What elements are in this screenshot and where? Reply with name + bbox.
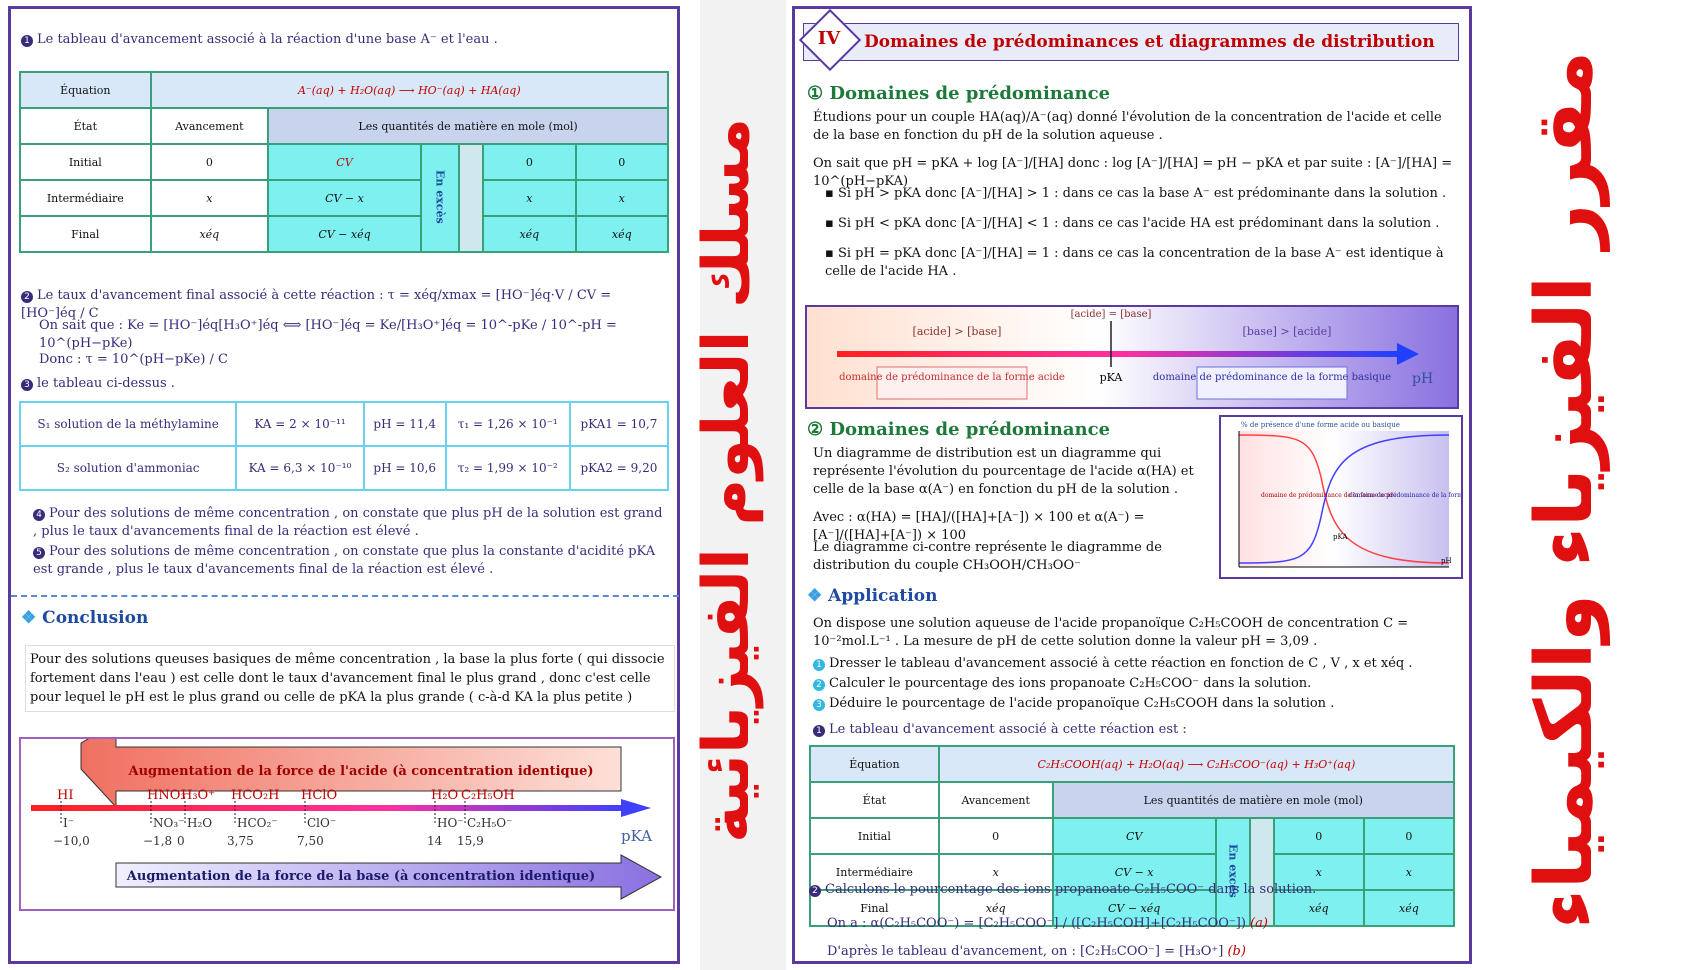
row-final-a: CV − xéq bbox=[268, 216, 421, 252]
row-inter-c: x bbox=[576, 180, 668, 216]
row-inter-av: x bbox=[151, 180, 269, 216]
distribution-svg bbox=[1221, 417, 1461, 577]
excess2-cell bbox=[1216, 818, 1250, 926]
s2-tau: τ₂ = 1,99 × 10⁻² bbox=[446, 446, 570, 490]
para-5: Le diagramme ci-contre représente le diagramme de distribution du couple CH₃OOH/CH₃OO⁻ bbox=[813, 540, 1162, 573]
pka-value: 7,50 bbox=[297, 834, 324, 848]
t2-inter-c: x bbox=[1364, 854, 1454, 890]
equation-cell: A⁻(aq) + H₂O(aq) ⟶ HO⁻(aq) + HA(aq) bbox=[151, 72, 668, 108]
base-label: NO₃⁻ bbox=[153, 816, 185, 830]
question-4: 4 Pour des solutions de même concentration , on constate que plus pH de la solution est grand , plus le taux d'avancements final de la réaction est élevé . bbox=[33, 506, 663, 539]
number-2-icon: 2 bbox=[21, 291, 33, 303]
number-2-icon: 2 bbox=[813, 679, 825, 691]
spacer-cell bbox=[459, 144, 483, 252]
base-greater-label: [base] > [acide] bbox=[1242, 325, 1332, 338]
number-3-icon: 3 bbox=[21, 379, 33, 391]
row-inter-b: x bbox=[483, 180, 575, 216]
advancement-table-1 bbox=[19, 71, 669, 253]
t2-final-c: xéq bbox=[1364, 890, 1454, 926]
acid-label: HNO₃ bbox=[147, 788, 186, 803]
question-3: 3 le tableau ci-dessus . bbox=[21, 375, 661, 393]
answer-2-relation: D'après le tableau d'avancement, on : [C₂H₅COO⁻] = [H₃O⁺] (b) bbox=[827, 944, 1246, 959]
row-initial-c: 0 bbox=[576, 144, 668, 180]
question-2-ke: On sait que : Ke = [HO⁻]éq[H₃O⁺]éq ⟺ [HO⁻]éq = Ke/[H₃O⁺]éq = 10^-pKe / 10^-pH = 10^(pH−pKe) bbox=[39, 318, 617, 351]
s1-tau: τ₁ = 1,26 × 10⁻¹ bbox=[446, 402, 570, 446]
acid-label: HCO₂H bbox=[231, 788, 280, 803]
quant2-header: Les quantités de matière en mole (mol) bbox=[1053, 782, 1454, 818]
row-inter-a: CV − x bbox=[268, 180, 421, 216]
spacer2-cell bbox=[1250, 818, 1274, 926]
acid-label: HI bbox=[57, 788, 74, 803]
row-inter-etat: Intermédiaire bbox=[20, 180, 151, 216]
s2-cell: S₂ solution d'ammoniac bbox=[20, 446, 236, 490]
pka-scale-svg bbox=[21, 739, 673, 909]
bullet-1: ▪ Si pH > pKA donc [A⁻]/[HA] > 1 : dans ce cas la base A⁻ est prédominante dans la solution . bbox=[825, 186, 1447, 201]
s1-pka: pKA1 = 10,7 bbox=[570, 402, 668, 446]
t2-final-b: xéq bbox=[1274, 890, 1364, 926]
row-initial-b: 0 bbox=[483, 144, 575, 180]
number-1-icon: 1 bbox=[813, 725, 825, 737]
section-number: IV bbox=[817, 28, 841, 49]
distribution-chart bbox=[1219, 415, 1463, 579]
bullet-2: ▪ Si pH < pKA donc [A⁻]/[HA] < 1 : dans ce cas l'acide HA est prédominant dans la solution . bbox=[825, 216, 1440, 231]
t2-initial-etat: Initial bbox=[810, 818, 939, 854]
base-label: H₂O bbox=[187, 816, 213, 830]
question-2: 2 Le taux d'avancement final associé à cette réaction : τ = xéq/xmax = [HO⁻]éq·V / CV = [HO⁻]éq / C bbox=[21, 288, 612, 321]
section-header bbox=[803, 23, 1459, 61]
section-title: Domaines de prédominances et diagrammes de distribution bbox=[864, 32, 1435, 52]
t2-inter-etat: Intermédiaire bbox=[810, 854, 939, 890]
pka-axis-arrow-icon bbox=[621, 799, 651, 817]
left-vertical-title: مسلك العلوم الفيزيائية bbox=[690, 117, 764, 843]
chart-title: % de présence d'une forme acide ou basique bbox=[1241, 421, 1400, 429]
acid-domain-label: domaine de prédominance de la forme acide bbox=[839, 372, 1065, 383]
pka-axis-label: pKA bbox=[621, 827, 653, 845]
row-initial-a: CV bbox=[268, 144, 421, 180]
para-2: On sait que pH = pKA + log [A⁻]/[HA] donc : log [A⁻]/[HA] = pH − pKA et par suite : [A⁻]/[HA] = 10^(pH−pKA) bbox=[813, 156, 1453, 189]
base-label: C₂H₅O⁻ bbox=[467, 816, 513, 830]
quantites-header: Les quantités de matière en mole (mol) bbox=[268, 108, 668, 144]
divider bbox=[11, 595, 679, 597]
acid-label: HClO bbox=[301, 788, 338, 803]
row-final-c: xéq bbox=[576, 216, 668, 252]
etat-header: État bbox=[20, 108, 151, 144]
chart-base-label: domaine de prédominance de la form bbox=[1349, 492, 1461, 499]
question-1: 1 Le tableau d'avancement associé à la réaction d'une base A⁻ et l'eau . bbox=[21, 31, 661, 49]
left-page bbox=[8, 6, 680, 964]
equation-label: Équation bbox=[20, 72, 151, 108]
ph-label: pH bbox=[1412, 371, 1434, 387]
para-4: Avec : α(HA) = [HA]/([HA]+[A⁻]) × 100 et α(A⁻) = [A⁻]/([HA]+[A⁻]) × 100 bbox=[813, 510, 1145, 543]
app-question-3: 3 Déduire le pourcentage de l'acide propanoïque C₂H₅COOH dans la solution . bbox=[813, 695, 1453, 713]
eq2-cell: C₂H₅COOH(aq) + H₂O(aq) ⟶ C₂H₅COO⁻(aq) + H₃O⁺(aq) bbox=[939, 746, 1454, 782]
acid-greater-label: [acide] > [base] bbox=[912, 325, 1002, 338]
s1-ka: KA = 2 × 10⁻¹¹ bbox=[236, 402, 363, 446]
etat2-header: État bbox=[810, 782, 939, 818]
acid-label: H₃O⁺ bbox=[181, 788, 216, 803]
ph-axis bbox=[837, 351, 1397, 357]
ka-table bbox=[19, 401, 669, 491]
diamond-icon: ❖ bbox=[21, 608, 37, 628]
heading-2: ② Domaines de prédominance bbox=[807, 419, 1111, 440]
row-final-etat: Final bbox=[20, 216, 151, 252]
pka-value: −1,8 bbox=[143, 834, 173, 848]
bullet-3: ▪ Si pH = pKA donc [A⁻]/[HA] = 1 : dans ce cas la concentration de la base A⁻ est identique à celle de l'acide HA . bbox=[825, 246, 1444, 279]
conclusion-heading: ❖ Conclusion bbox=[21, 608, 149, 628]
excess-label: En excès bbox=[433, 169, 447, 224]
base-label: ClO⁻ bbox=[307, 816, 337, 830]
t2-initial-a: CV bbox=[1053, 818, 1216, 854]
base-domain-label: domaine de prédominance de la forme basique bbox=[1152, 372, 1392, 383]
t2-final-av: xéq bbox=[939, 890, 1053, 926]
t2-initial-c: 0 bbox=[1364, 818, 1454, 854]
av2-header: Avancement bbox=[939, 782, 1053, 818]
base-label: I⁻ bbox=[63, 816, 75, 830]
application-text: On dispose une solution aqueuse de l'acide propanoïque C₂H₅COOH de concentration C = 10⁻²mol.L⁻¹ . La mesure de pH de cette solution donne la valeur pH = 3,09 . bbox=[813, 616, 1409, 649]
app-question-1: 1 Dresser le tableau d'avancement associé à cette réaction en fonction de C , V , x et xéq . bbox=[813, 655, 1453, 673]
base-strength-label: Augmentation de la force de la base (à concentration identique) bbox=[126, 869, 596, 884]
right-page bbox=[792, 6, 1472, 964]
s2-ka: KA = 6,3 × 10⁻¹⁰ bbox=[236, 446, 363, 490]
right-vertical-title: مقرر الفيزياء والكيمياء bbox=[1520, 50, 1610, 930]
application-heading: ❖ Application bbox=[807, 586, 938, 606]
pka-axis bbox=[31, 805, 621, 811]
t2-inter-b: x bbox=[1274, 854, 1364, 890]
pka-value: 3,75 bbox=[227, 834, 254, 848]
s1-ph: pH = 11,4 bbox=[364, 402, 446, 446]
chart-ph-label: pH bbox=[1441, 557, 1452, 565]
s1-cell: S₁ solution de la méthylamine bbox=[20, 402, 236, 446]
avancement-header: Avancement bbox=[151, 108, 269, 144]
para-1: Étudions pour un couple HA(aq)/A⁻(aq) donné l'évolution de la concentration de l'acide et celle de la base en fonction du pH de la solution aqueuse . bbox=[813, 110, 1442, 143]
row-initial-av: 0 bbox=[151, 144, 269, 180]
pka-value: 15,9 bbox=[457, 834, 484, 848]
row-initial-etat: Initial bbox=[20, 144, 151, 180]
excess2-label: En excès bbox=[1226, 843, 1240, 898]
acid-strength-label: Augmentation de la force de l'acide (à concentration identique) bbox=[128, 764, 594, 779]
base-label: HCO₂⁻ bbox=[237, 816, 278, 830]
pka-value: 0 bbox=[177, 834, 185, 848]
t2-final-etat: Final bbox=[810, 890, 939, 926]
s2-pka: pKA2 = 9,20 bbox=[570, 446, 668, 490]
number-1-icon: 1 bbox=[21, 35, 33, 47]
equal-label: [acide] = [base] bbox=[1070, 309, 1152, 320]
number-1-icon: 1 bbox=[813, 659, 825, 671]
answer-2-formula-tag: (a) bbox=[1250, 916, 1268, 931]
acid-label: H₂O bbox=[431, 788, 459, 803]
row-final-av: xéq bbox=[151, 216, 269, 252]
row-final-b: xéq bbox=[483, 216, 575, 252]
chart-acid-label: domaine de prédominance de la forme acide bbox=[1261, 492, 1397, 499]
conclusion-text: Pour des solutions queuses basiques de même concentration , la base la plus forte ( qui dissocie fortement dans l'eau ) est celle dont le taux d'avancement final le plus grand , donc c'est celle pour lequel le pH est le plus grand ou celle de pKA la plus grande ( c-à-d KA la plus petite ) bbox=[25, 645, 675, 712]
base-label: HO⁻ bbox=[437, 816, 464, 830]
acid-label: C₂H₅OH bbox=[461, 788, 515, 803]
pka-value: 14 bbox=[427, 834, 443, 848]
t2-initial-av: 0 bbox=[939, 818, 1053, 854]
predominance-diagram bbox=[805, 305, 1459, 409]
app-question-2: 2 Calculer le pourcentage des ions propanoate C₂H₅COO⁻ dans la solution. bbox=[813, 675, 1453, 693]
number-2-icon: 2 bbox=[809, 885, 821, 897]
t2-inter-a: CV − x bbox=[1053, 854, 1216, 890]
number-3-icon: 3 bbox=[813, 699, 825, 711]
heading-1: ① Domaines de prédominance bbox=[807, 83, 1111, 104]
advancement-table-2 bbox=[809, 745, 1455, 927]
answer-1: 1 Le tableau d'avancement associé à cette réaction est : bbox=[813, 721, 1453, 739]
t2-inter-av: x bbox=[939, 854, 1053, 890]
pka-scale-box bbox=[19, 737, 675, 911]
number-4-icon: 4 bbox=[33, 509, 45, 521]
answer-2: 2 Calculons le pourcentage des ions propanoate C₂H₅COO⁻ dans la solution. bbox=[809, 881, 1449, 899]
pka-label: pKA bbox=[1099, 371, 1123, 384]
diamond-icon: ❖ bbox=[807, 586, 823, 606]
pka-value: −10,0 bbox=[53, 834, 90, 848]
predominance-svg bbox=[807, 307, 1457, 407]
para-3: Un diagramme de distribution est un diagramme qui représente l'évolution du pourcentage de l'acide α(HA) et celle de la base α(A⁻) en fonction du pH de la solution . bbox=[813, 446, 1194, 497]
question-5: 5 Pour des solutions de même concentration , on constate que plus la constante d'acidité pKA est grande , plus le taux d'avancements final de la réaction est élevé . bbox=[33, 544, 656, 577]
s2-ph: pH = 10,6 bbox=[364, 446, 446, 490]
question-2-donc: Donc : τ = 10^(pH−pKe) / C bbox=[39, 352, 228, 367]
number-5-icon: 5 bbox=[33, 547, 45, 559]
answer-2-formula: On a : α(C₂H₅COO⁻) = [C₂H₅COO⁻] / ([C₂H₅COH]+[C₂H₅COO⁻]) (a) bbox=[827, 916, 1268, 931]
eq2-label: Équation bbox=[810, 746, 939, 782]
t2-final-a: CV − xéq bbox=[1053, 890, 1216, 926]
answer-2-relation-tag: (b) bbox=[1227, 944, 1246, 959]
t2-initial-b: 0 bbox=[1274, 818, 1364, 854]
excess-cell bbox=[421, 144, 459, 252]
chart-pka-label: pKA bbox=[1333, 533, 1348, 541]
